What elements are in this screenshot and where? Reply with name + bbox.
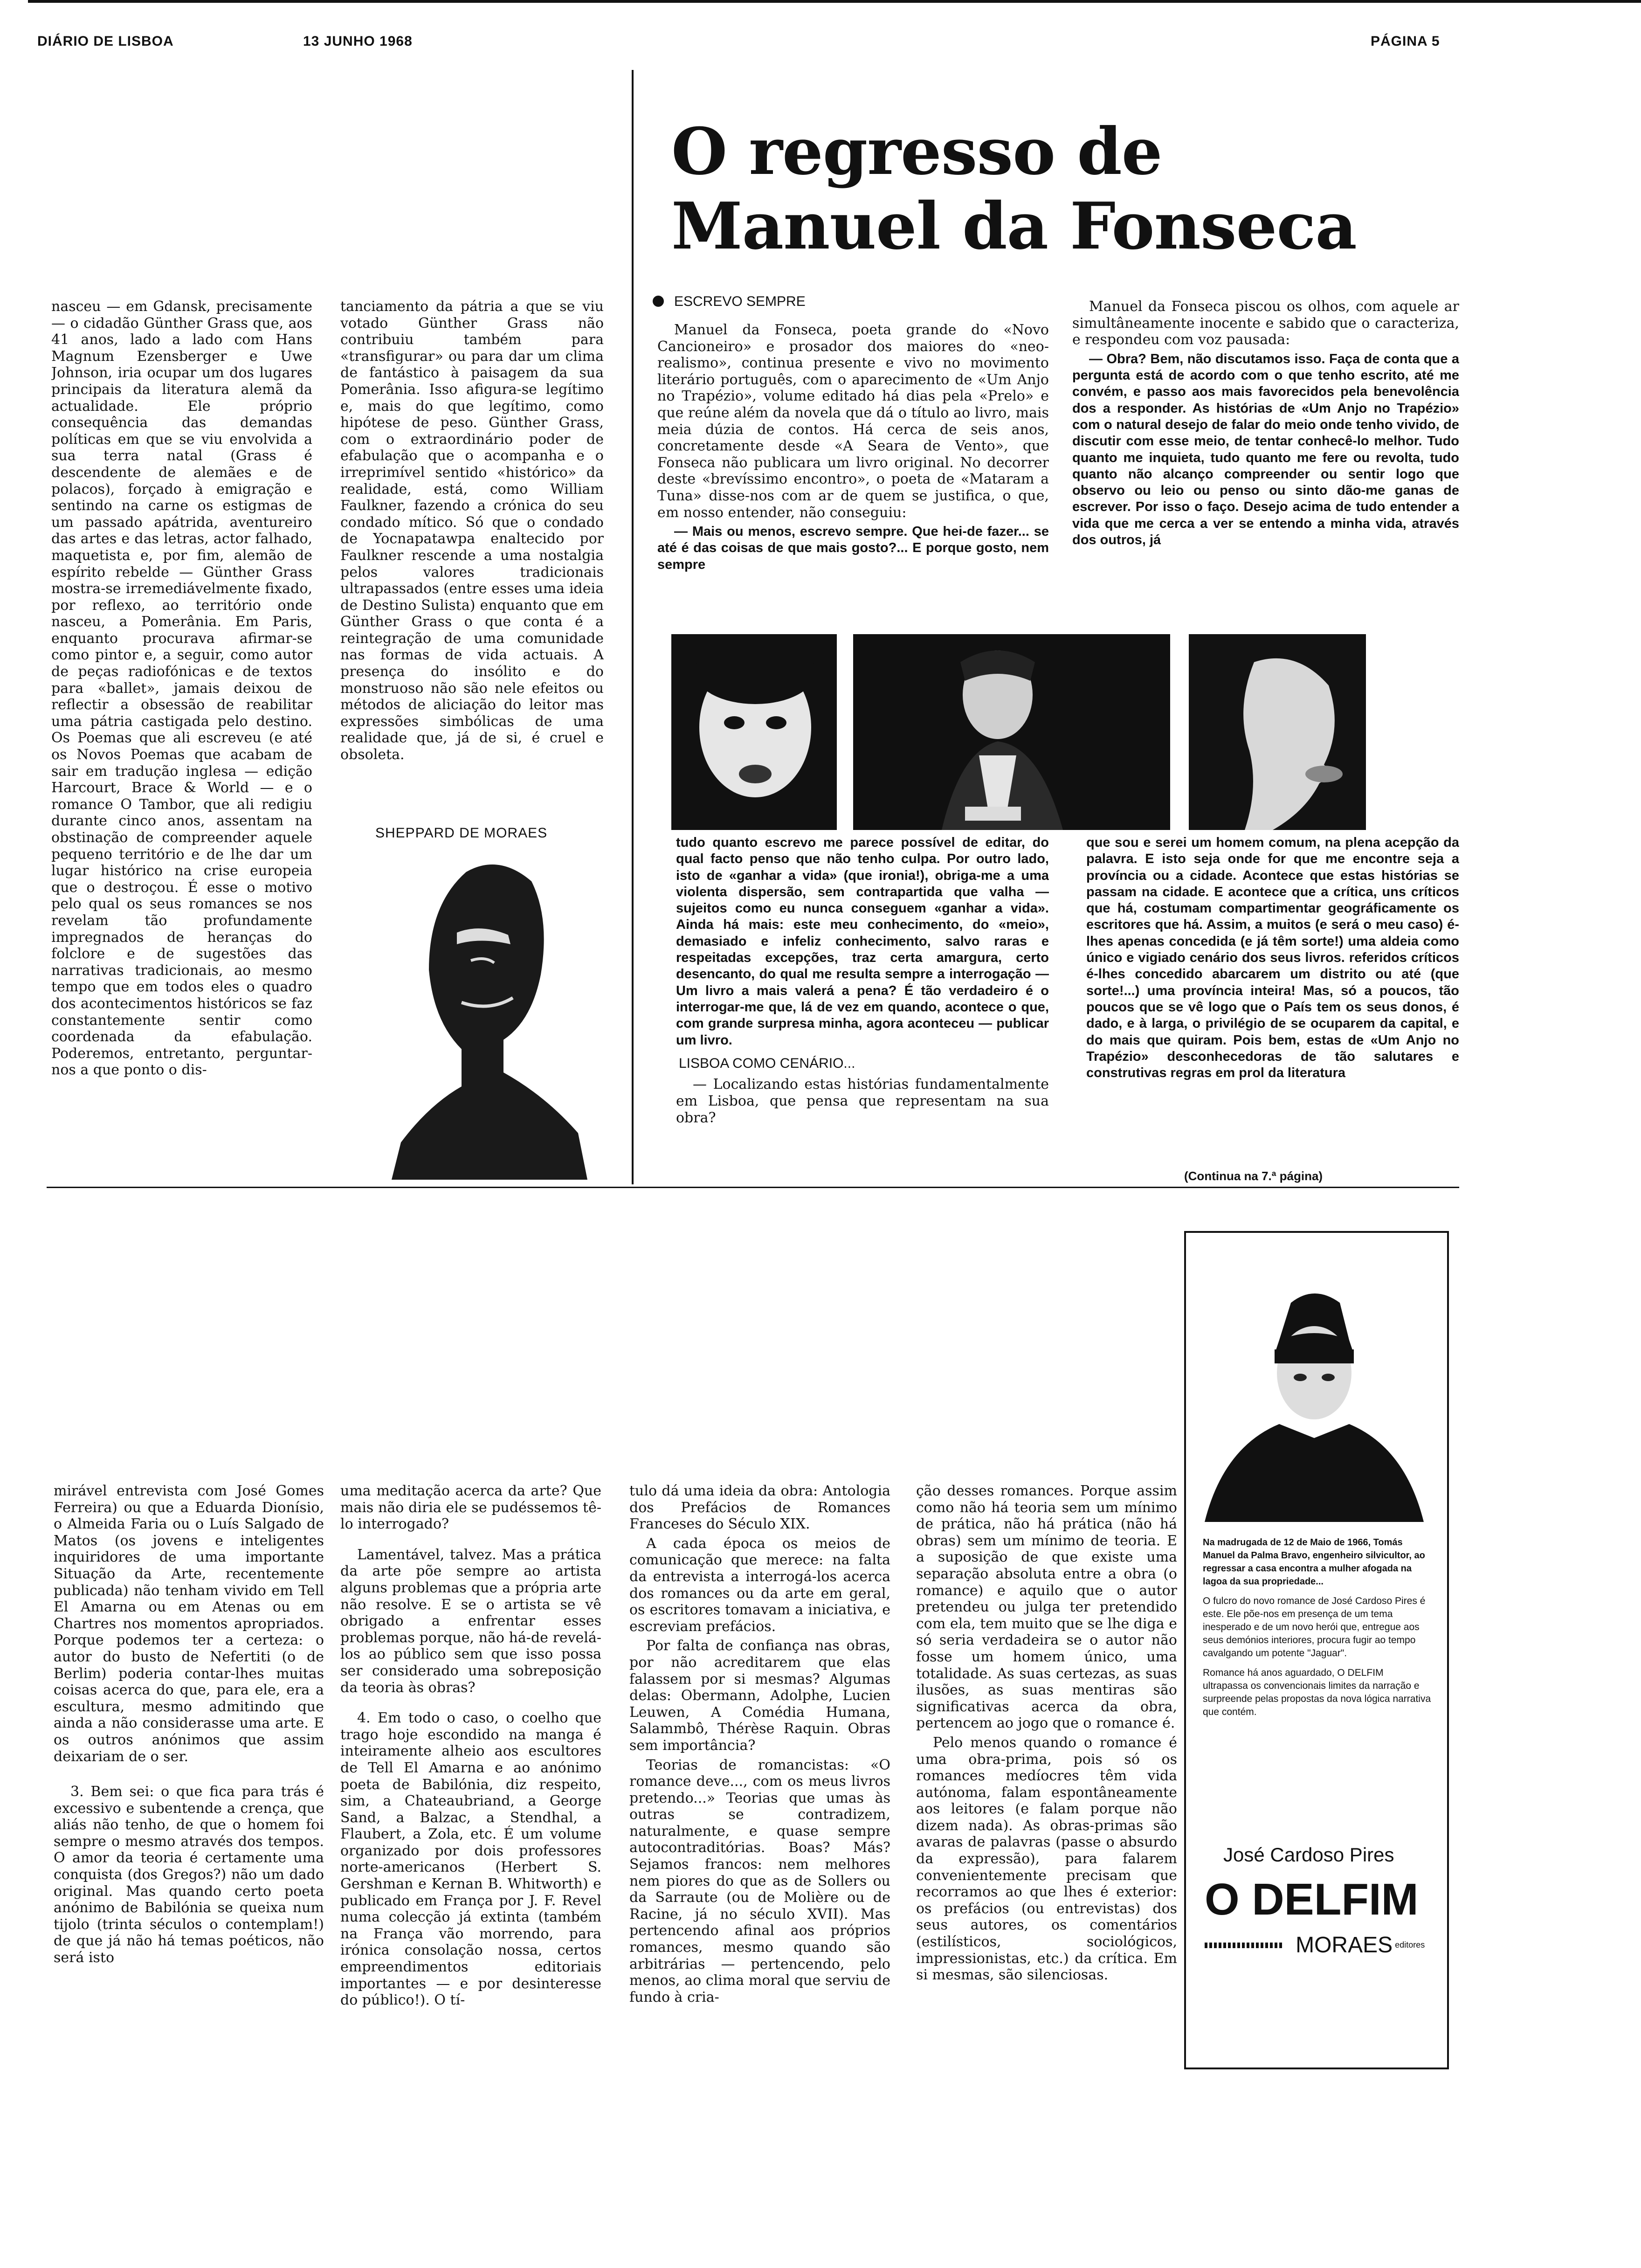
- photo-fonseca-portrait: [671, 634, 837, 830]
- bottom-article-text-4b: Pelo menos quando o romance é uma obra-prima, pois só os romances medíocres têm vida autónoma, falam espontâneamente aos leitores (e falam porque não dizem nada). As obras-primas são avaras de palavras (passe o absurdo da expressão), para falarem convenientemente precisam que recorramos ao que lhes é exterior: os prefácios (ou entrevistas) dos seus autores, os comentários (estilísticos, sociológicos, impressionistas, etc.) da crítica. Em si mesmas, são silenciosas.: [916, 1734, 1177, 1984]
- interview-question-text: Manuel da Fonseca piscou os olhos, com aquele ar simultâneamente inocente e sabido que o caracteriza, e respondeu com voz pausada:: [1072, 298, 1459, 348]
- section-heading-escrevo-label: ESCREVO SEMPRE: [674, 294, 806, 309]
- book-advertisement: [1184, 1231, 1449, 2069]
- ad-publisher-suffix: editores: [1395, 1940, 1425, 1950]
- interview-question-lisboa: — Localizando estas histórias fundamentalmente em Lisboa, que pensa que representam na sua obra?: [676, 1076, 1049, 1126]
- bottom-article-text-1b: 3. Bem sei: o que fica para trás é excessivo e subentende a crença, que aliás não tenho, de que o homem foi sempre o mesmo através dos tempos. O amor da teoria é certamente uma conquista (dos Gregos?) não um dado original. Mas quando certo poeta anónimo de Babilónia se queixa num tijolo (trinta séculos o contemplam!) de que já não há temas poéticos, não será isto: [54, 1784, 324, 1966]
- interview-answer-2: — Obra? Bem, não discutamos isso. Faça de conta que a pergunta está de acordo com o que tenho escrito, até me convém, e passo aos mais favorecidos pela benevolência dos a responder. As histórias de «Um Anjo no Trapézio» com o natural desejo de falar do meio onde tenho vivido, de discutir com esse meio, de tentar conhecê-lo melhor. Tudo quanto me inquieta, tudo quanto me fere ou revolta, tudo quanto não alcanço compreender ou sentir logo que observo ou leio ou penso ou sinto dão-me ganas de escrever. Por isso o faço. Desejo acima de tudo entender a vida que me cerca a ver se entendo a minha vida, através dos outros, já: [1072, 351, 1459, 548]
- article-byline: SHEPPARD DE MORAES: [375, 825, 548, 841]
- newspaper-name: DIÁRIO DE LISBOA: [37, 34, 174, 49]
- photo-writing-illustration: [853, 634, 1170, 830]
- bottom-article-text-3: tulo dá uma ideia da obra: Antologia dos Prefácios de Romances Franceses do Século XIX.: [629, 1483, 890, 1533]
- bottom-article-column-1: [54, 1483, 324, 2070]
- author-portrait-photo: [392, 853, 587, 1180]
- masthead-rule: [28, 0, 1641, 3]
- interview-column-4: [1086, 835, 1459, 1161]
- ad-blurb-1: Na madrugada de 12 de Maio de 1966, Tomás Manuel da Palma Bravo, engenheiro silvicultor, ao regressar a casa encontra a mulher afogada na lagoa da sua propriedade...: [1203, 1537, 1425, 1587]
- grass-article-column-2: [340, 298, 604, 818]
- feature-headline-line-1: O regresso de: [671, 113, 1162, 189]
- issue-date: 13 JUNHO 1968: [303, 34, 413, 49]
- section-heading-escrevo: [653, 294, 806, 310]
- continued-note: (Continua na 7.ª página): [1184, 1169, 1323, 1183]
- grass-article-text-1: nasceu — em Gdansk, precisamente — o cidadão Günther Grass que, aos 41 anos, lado a lado com Hans Magnum Ezensberger e Uwe Johnson, iria ocupar um dos lugares principais da literatura alemã da actualidade. Ele próprio consequência das demandas políticas em que se viu envolvida a sua terra natal (Grass é descendente de alemães e de polacos), forçado à emigração e sentindo na carne os estigmas de um passado apátrida, aventureiro das artes e das letras, actor falhado, maquetista e, por fim, alemão de espírito rebelde — Günther Grass mostra-se irremediávelmente fixado, por reflexo, ao território onde nasceu, a Pomerânia. Em Paris, enquanto procurava afirmar-se como pintor e, a seguir, como autor de peças radiofónicas e de textos para «ballet», jamais deixou de reflectir a obsessão de reabilitar uma pátria castigada pelo destino. Os Poemas que ali escreveu (e até os Novos Poemas que acabam de sair em tradução inglesa — edição Harcourt, Brace & World — e o romance O Tambor, que ali redigiu durante cinco anos, assentam na obstinação de compreender aquele pequeno território e de lhe dar um lugar histórico na crise europeia que o destroçou. É esse o motivo pelo qual os seus romances se nos revelam tão profundamente impregnados de heranças do folclore e de sugestões das narrativas tradicionais, ao mesmo tempo que em todos eles o quadro dos acontecimentos históricos se faz constantemente sentir como coordenada da efabulação. Poderemos, entretanto, perguntar-nos a que ponto o dis-: [51, 298, 312, 1079]
- column-divider-top: [632, 70, 634, 1184]
- ad-author: José Cardoso Pires: [1223, 1844, 1394, 1866]
- bottom-article-text-3d: Teorias de romancistas: «O romance deve..., com os meus livros pretendo...» Teorias que umas às outras se contradizem, naturalmente, e quase sempre autocontraditórias. Boas? Más? Sejamos francos: nem melhores nem piores do que as de Sollers ou da Sarraute (ou de Molière ou de Racine, já no século XVII). Mas pertencendo afinal aos próprios romances, mesmo quando são arbitrárias — pertencendo, pelo menos, ao clima moral que serviu de fundo à cria-: [629, 1756, 890, 2005]
- publisher-rule-icon: [1205, 1943, 1284, 1948]
- ad-publisher: MORAES: [1296, 1933, 1393, 1957]
- bottom-article-text-2b: Lamentável, talvez. Mas a prática da arte põe sempre ao artista alguns problemas que a própria arte não resolve. E se o artista se vê obrigado a enfrentar esses problemas porque, não há-de revelá-los ao público sem que isso possa ser considerado uma sobreposição da teoria às obras?: [340, 1546, 601, 1696]
- interview-column-3: [676, 835, 1049, 1189]
- bottom-article-text-3b: A cada época os meios de comunicação que merece: na falta da entrevista a interrogá-los acerca dos romances ou da arte em geral, os escritores tomavam a iniciativa, e escreviam prefácios.: [629, 1535, 890, 1635]
- photo-fonseca-profile: [1189, 634, 1366, 830]
- interview-intro-text: Manuel da Fonseca, poeta grande do «Novo Cancioneiro» e prosador dos maiores do «neo-realismo», continua presente e vivo no movimento literário português, com o aparecimento de «Um Anjo no Trapézio», volume editado há dias pela «Prelo» e que reúne além da novela que dá o título ao livro, mais meia dúzia de contos. Há cerca de seis anos, concretamente desde «A Seara de Vento», que Fonseca não publicara um livro original. No decorrer deste «brevíssimo encontro», o poeta de «Mataram a Tuna» disse-nos com ar de quem se justifica, o que, em nosso entender, não conseguiu:: [657, 322, 1049, 521]
- bottom-article-column-2: [340, 1483, 601, 2070]
- portrait-illustration: [392, 853, 587, 1180]
- interview-column-2: [1072, 298, 1459, 667]
- photo-portrait-illustration: [671, 634, 837, 830]
- bottom-article-text-4: ção desses romances. Porque assim como não há teoria sem um mínimo de prática, não há prática (não há obras) sem um mínimo de teoria. E a suposição de que existe uma separação absoluta entre a obra (o romance) e aquilo que o autor pretendeu ou julga ter pretendido com ela, tem muito que se lhe diga e só seria verdadeira se o autor não fosse um homem único, uma totalidade. As suas certezas, as suas ilusões, as suas mentiras são significativas acerca da obra, pertencem ao jogo que o romance é.: [916, 1483, 1177, 1732]
- bottom-article-column-3: [629, 1483, 890, 2070]
- section-heading-lisboa-label: LISBOA COMO CENÁRIO...: [679, 1055, 855, 1071]
- ad-portrait-photo: [1205, 1284, 1424, 1522]
- bullet-icon: [653, 296, 664, 307]
- photo-fonseca-writing: [853, 634, 1170, 830]
- grass-article-column-1: [51, 298, 312, 1191]
- bottom-article-text-2c: 4. Em todo o caso, o coelho que trago hoje escondido na manga é inteiramente alheio aos escultores de Tell El Amarna e ao anónimo poeta de Babilónia, diz respeito, sim, a Chateaubriand, a George Sand, a Balzac, a Stendhal, a Flaubert, a Zola, etc. É um volume organizado por dois professores norte-americanos (Herbert S. Gershman e Kernan B. Whitworth) e publicado em França por J. F. Revel numa colecção já extinta (também na França vão morrendo, para irónica consolação nossa, certos empreendimentos editoriais importantes — e por desinteresse do público!). O tí-: [340, 1710, 601, 2009]
- interview-answer-1: — Mais ou menos, escrevo sempre. Que hei-de fazer... se até é das coisas de que mais gosto?... E porque gosto, nem sempre: [657, 524, 1049, 572]
- feature-headline-line-2: Manuel da Fonseca: [671, 188, 1357, 264]
- ad-book-title: O DELFIM: [1205, 1874, 1419, 1924]
- bottom-article-column-4: [916, 1483, 1177, 2070]
- interview-column-1: [657, 322, 1049, 667]
- bottom-article-text-3c: Por falta de confiança nas obras, por não acreditarem que elas falassem por si mesmas? Algumas delas: Obermann, Adolphe, Lucien Leuwen, A Comédia Humana, Salammbô, Thérèse Raquin. Obras sem importância?: [629, 1638, 890, 1754]
- page-number: PÁGINA 5: [1371, 34, 1440, 49]
- ad-blurb-2: O fulcro do novo romance de José Cardoso Pires é este. Ele põe-nos em presença de um tema inesperado e de um novo herói que, entregue aos seus demónios interiores, procura fugir ao tempo cavalgando um potente "Jaguar".: [1203, 1596, 1426, 1659]
- ad-blurb-3: Romance há anos aguardado, O DELFIM ultrapassa os convencionais limites da narração e surpreende pelas propostas da nova lógica narrativa que contém.: [1203, 1667, 1431, 1717]
- grass-article-text-2: tanciamento da pátria a que se viu votado Günther Grass não contribuiu também para «transfigurar» ou para dar um clima de fantástico à paisagem da sua Pomerânia. Isso afigura-se legítimo e, mais do que legítimo, como hipótese de peso. Günther Grass, com o extraordinário poder de efabulação que o acompanha e o irreprimível sentido «histórico» da realidade, está, como William Faulkner, fazendo a crónica do seu condado mítico. Só que o condado de Yocnapatawpa enaltecido por Faulkner rescende a uma nostalgia pelos valores tradicionais ultrapassados (entre esses uma ideia de Destino Sulista) enquanto que em Günther Grass o que conta é a reintegração de uma comunidade nas formas de vida actuais. A presença do insólito e do monstruoso não são nele efeitos ou métodos de aliciação do leitor mas expressões simbólicas de uma realidade que, já de si, é cruel e obsoleta.: [340, 298, 604, 763]
- ad-publisher-logo: [1205, 1932, 1428, 1960]
- section-heading-lisboa: [676, 1055, 1049, 1072]
- section-rule: [47, 1187, 1459, 1188]
- ad-portrait-illustration: [1205, 1284, 1424, 1522]
- interview-answer-3: tudo quanto escrevo me parece possível de editar, do qual facto penso que não tenho culpa. Por outro lado, isto de «ganhar a vida» (que ironia!), obriga-me a uma violenta dispersão, sem contrapartida que valha — sujeitos como eu nunca conseguem «ganhar a vida». Ainda há mais: este meu conhecimento, do «meio», demasiado e infeliz conhecimento, salvo raras e respeitadas excepções, traz certa amargura, certo desencanto, do qual me resulta sempre a interrogação — Um livro a mais valerá a pena? É tão verdadeiro é o interrogar-me que, lá de vez em quando, acontece o que, com grande surpresa minha, agora aconteceu — publicar um livro.: [676, 835, 1049, 1048]
- ad-blurb: [1203, 1536, 1431, 1725]
- photo-profile-illustration: [1189, 634, 1366, 830]
- bottom-article-text-2: uma meditação acerca da arte? Que mais não diria ele se pudéssemos tê-lo interrogado?: [340, 1483, 601, 1533]
- interview-answer-4: que sou e serei um homem comum, na plena acepção da palavra. E isto seja onde for que me encontre seja a província ou a cidade. Acontece que estas histórias se passam na cidade. E acontece que a crítica, uns críticos que há, costumam compartimentar geográficamente os escritores que há. Assim, a muitos (e será o meu caso) é-lhes apenas concedida (e já têm sorte!) uma aldeia como único e vigiado cenário dos seus livros. referidos críticos é-lhes concedido abarcarem um distrito ou até (que sorte!...) uma província inteira! Mas, só a poucos, tão poucos que se vê logo que o País tem os seus donos, é dado, e à larga, o privilégio de se ocuparem da capital, e do mais que quiram. Pois bem, estas de «Um Anjo no Trapézio» desconhecedoras de tão salutares e construtivas regras em prol da literatura: [1086, 835, 1459, 1081]
- bottom-article-text-1: mirável entrevista com José Gomes Ferreira) ou que a Eduarda Dionísio, o Almeida Faria ou o Luís Salgado de Matos (os jovens e inteligentes inquiridores de uma importante Situação da Arte, recentemente publicada) não tenham vivido em Tell El Amarna ou em Atenas ou em Chartres nos momentos apropriados. Porque podemos ter a certeza: o autor do busto de Nefertiti (o de Berlim) poderia contar-lhes muitas coisas acerca do que, para ele, era a escultura, mesmo admitindo que ainda a não considerasse uma arte. E os outros anónimos que assim deixariam de o ser.: [54, 1483, 324, 1765]
